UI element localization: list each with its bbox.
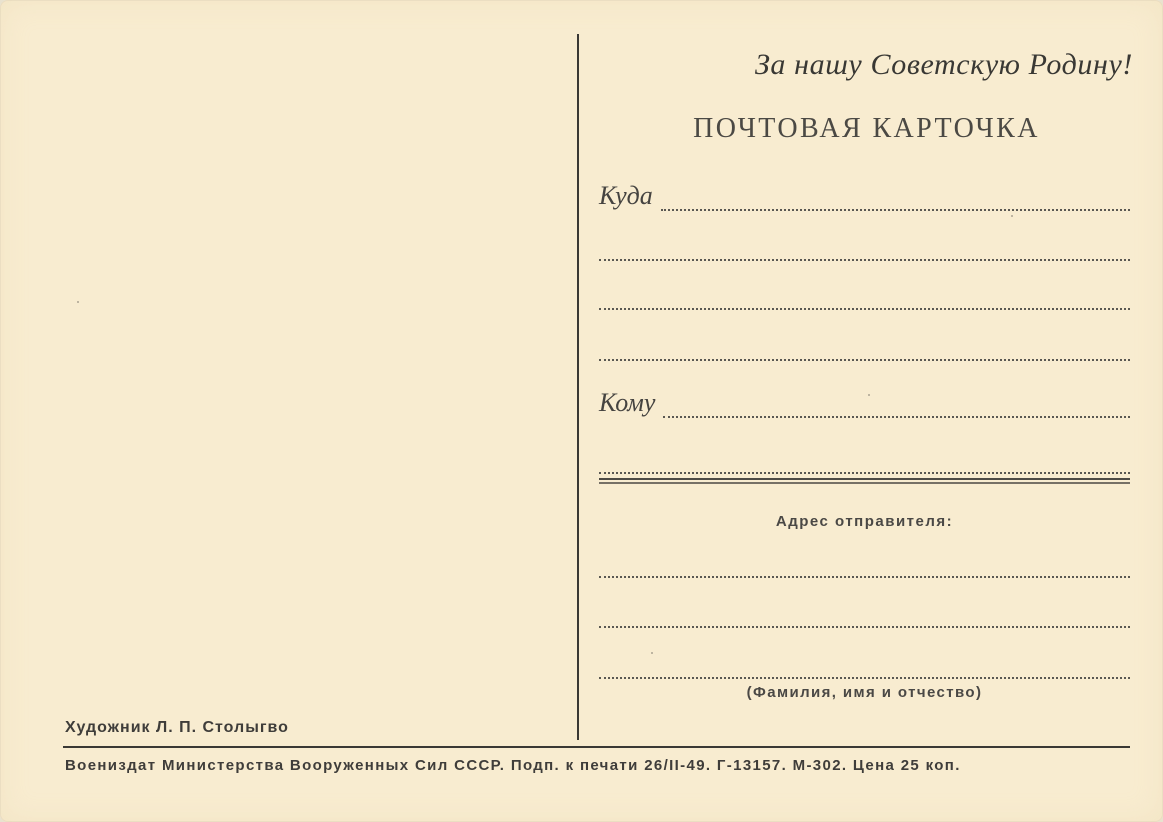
to-line[interactable] — [663, 416, 1130, 418]
sender-divider-bottom — [599, 482, 1130, 484]
paper-speck — [77, 301, 79, 303]
where-line-4[interactable] — [599, 359, 1130, 361]
where-line-3[interactable] — [599, 308, 1130, 310]
field-to[interactable] — [599, 388, 1130, 418]
paper-speck — [868, 394, 870, 396]
to-label: Кому — [599, 388, 656, 417]
sender-divider-top — [599, 478, 1130, 480]
sender-address-label: Адрес отправителя: — [775, 513, 954, 530]
bottom-rule — [63, 746, 1130, 748]
vertical-divider — [577, 34, 579, 740]
slogan: За нашу Советскую Родину! — [754, 48, 1133, 81]
sender-line-1[interactable] — [599, 576, 1130, 578]
paper-speck — [1011, 215, 1013, 217]
publisher-imprint: Воениздат Министерства Вооруженных Сил СССР. Подп. к печати 26/II-49. Г-13157. М-302. Цена 25 коп. — [65, 757, 961, 774]
artist-credit: Художник Л. П. Столыгво — [65, 719, 289, 736]
to-line-2[interactable] — [599, 472, 1130, 474]
sender-line-3[interactable] — [599, 677, 1130, 679]
where-line-2[interactable] — [599, 259, 1130, 261]
sender-name-hint: (Фамилия, имя и отчество) — [746, 684, 983, 701]
paper-speck — [651, 652, 653, 654]
card-title: ПОЧТОВАЯ КАРТОЧКА — [693, 113, 1040, 144]
where-line[interactable] — [661, 209, 1130, 211]
field-where[interactable] — [599, 181, 1130, 211]
sender-line-2[interactable] — [599, 626, 1130, 628]
where-label: Куда — [599, 181, 653, 210]
